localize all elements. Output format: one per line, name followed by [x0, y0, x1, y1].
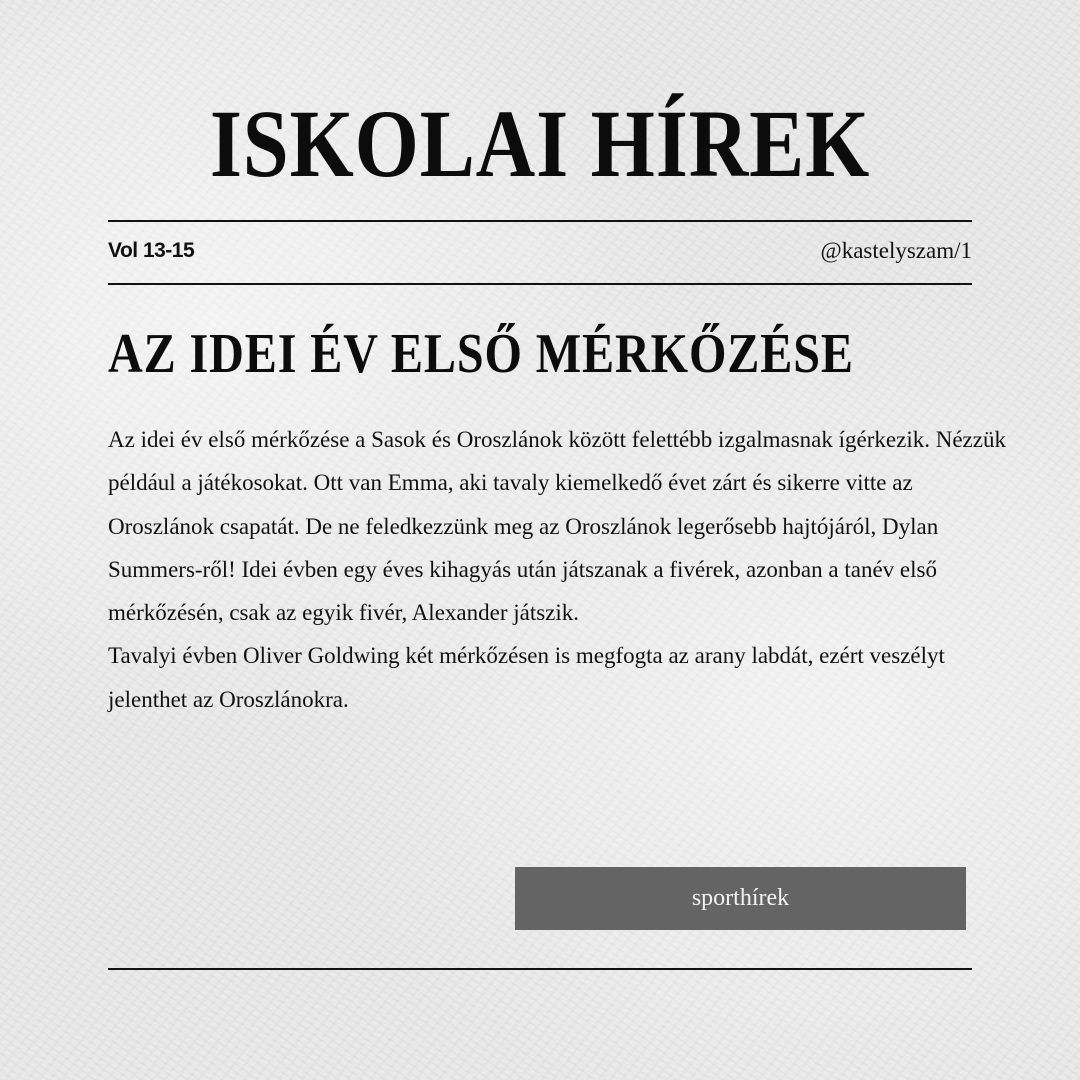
meta-divider — [108, 283, 972, 285]
article-headline: AZ IDEI ÉV ELSŐ MÉRKŐZÉSE — [108, 323, 854, 385]
social-handle: @kastelyszam/1 — [820, 238, 972, 263]
category-tag-label: sporthírek — [691, 885, 790, 911]
article-body — [108, 418, 1018, 721]
category-tag — [515, 867, 966, 930]
article-paragraph: Tavalyi évben Oliver Goldwing két mérkőzésen is megfogta az arany labdát, ezért veszélyt jelenthet az Oroszlánokra. — [108, 643, 945, 712]
bottom-divider — [108, 968, 972, 970]
masthead-title: ISKOLAI HÍREK — [209, 90, 871, 197]
top-divider — [108, 220, 972, 222]
issue-meta-bar — [108, 234, 972, 268]
volume-label: Vol 13-15 — [108, 239, 195, 262]
article-paragraph: Az idei év első mérkőzése a Sasok és Oroszlánok között felettébb izgalmasnak ígérkezik. Nézzük például a játékosokat. Ott van Emma, aki tavaly kiemelkedő évet zárt és sikerre vitte az Oroszlánok csapatát. De ne feledkezzünk meg az Oroszlánok legerősebb hajtójáról, Dylan Summers-ről! Idei évben egy éves kihagyás után játszanak a fivérek, azonban a tanév első mérkőzésén, csak az egyik fivér, Alexander játszik. — [108, 427, 1006, 626]
